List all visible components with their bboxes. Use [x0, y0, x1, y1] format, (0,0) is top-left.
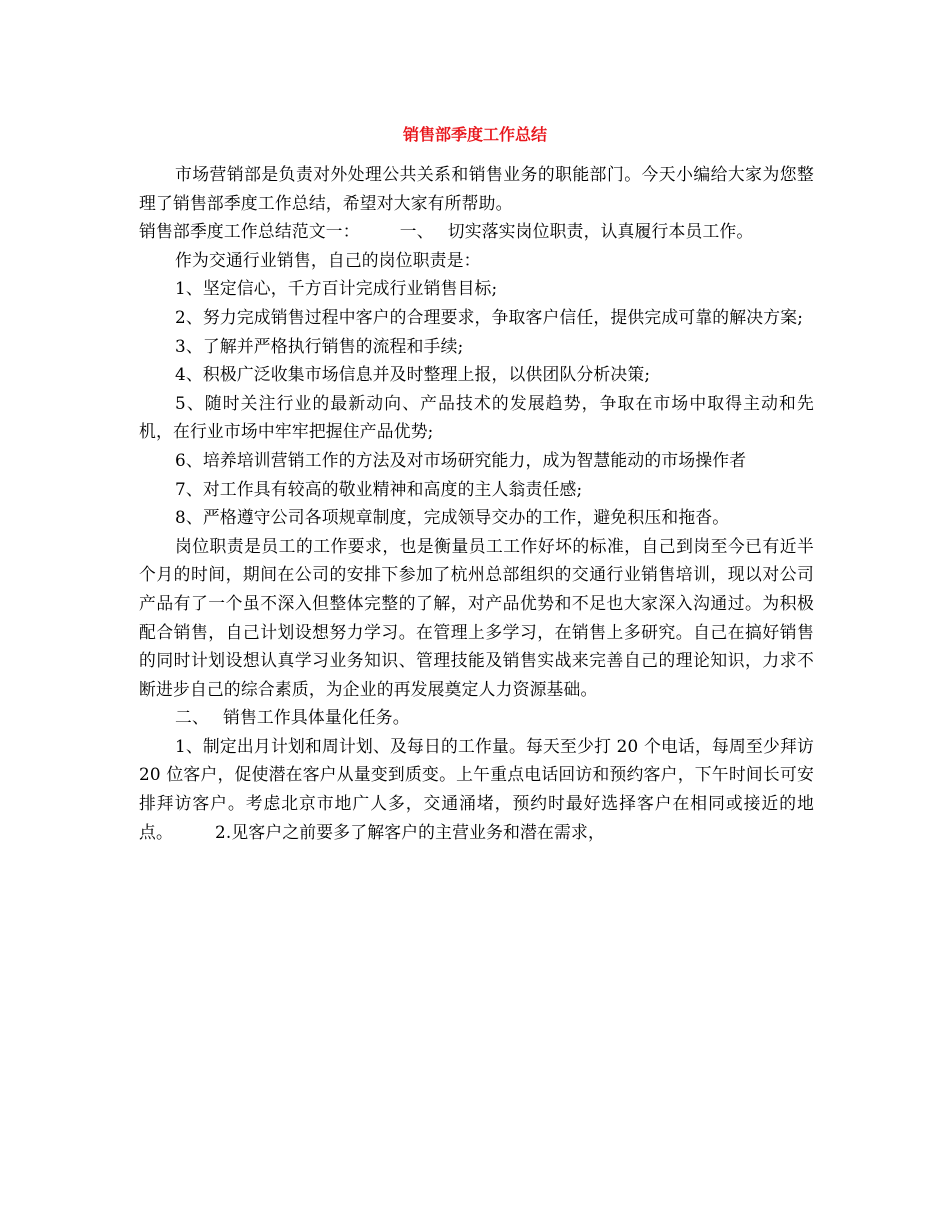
section-2-number: 二、 [175, 707, 209, 728]
document-body [139, 160, 814, 846]
section-1-number: 一、 [399, 221, 434, 242]
duty-item: 6、培养培训营销工作的方法及对市场研究能力，成为智慧能动的市场操作者 [175, 449, 747, 470]
duty-item: 2、努力完成销售过程中客户的合理要求，争取客户信任，提供完成可靠的解决方案; [175, 306, 804, 327]
section-2-title: 销售工作具体量化任务。 [222, 707, 410, 728]
section-2-heading-line [139, 703, 814, 732]
duty-item: 4、积极广泛收集市场信息并及时整理上报，以供团队分析决策; [175, 364, 651, 385]
task-1: 1、制定出月计划和周计划、及每日的工作量。每天至少打 20 个电话，每周至少拜访 20 位客户，促使潜在客户从量变到质变。上午重点电话回访和预约客户，下午时间长可安排拜访客户。考虑北京市地广人多，交通涌堵，预约时最好选择客户在相同或接近的地点。 [139, 735, 814, 842]
intro-paragraph: 市场营销部是负责对外处理公共关系和销售业务的职能部门。今天小编给大家为您整理了销售部季度工作总结，希望对大家有所帮助。 [139, 164, 814, 213]
duties-summary-paragraph: 岗位职责是员工的工作要求，也是衡量员工工作好坏的标准，自己到岗至今已有近半个月的时间，期间在公司的安排下参加了杭州总部组织的交通行业销售培训，现以对公司产品有了一个虽不深入但整体完整的了解，对产品优势和不足也大家深入沟通过。为积极配合销售，自己计划设想努力学习。在管理上多学习，在销售上多研究。自己在搞好销售的同时计划设想认真学习业务知识、管理技能及销售实战来完善自己的理论知识，力求不断进步自己的综合素质，为企业的再发展奠定人力资源基础。 [139, 535, 814, 699]
duty-item: 5、随时关注行业的最新动向、产品技术的发展趋势，争取在市场中取得主动和先机，在行业市场中牢牢把握住产品优势; [139, 392, 814, 442]
task-2: 2.见客户之前要多了解客户的主营业务和潜在需求， [214, 821, 605, 842]
duty-item: 3、了解并严格执行销售的流程和手续; [175, 335, 464, 356]
task-paragraph [139, 732, 814, 846]
document-title: 销售部季度工作总结 [402, 125, 547, 144]
section-1-title: 切实落实岗位职责，认真履行本员工作。 [447, 221, 754, 242]
duties-intro: 作为交通行业销售，自己的岗位职责是： [175, 249, 481, 270]
section-1-heading-line [139, 217, 814, 246]
duty-item: 8、严格遵守公司各项规章制度，完成领导交办的工作，避免积压和拖沓。 [175, 507, 730, 528]
duty-item: 1、坚定信心，千方百计完成行业销售目标; [175, 278, 498, 299]
duty-item: 7、对工作具有较高的敬业精神和高度的主人翁责任感; [175, 478, 583, 499]
sample-label: 销售部季度工作总结范文一： [139, 221, 360, 242]
